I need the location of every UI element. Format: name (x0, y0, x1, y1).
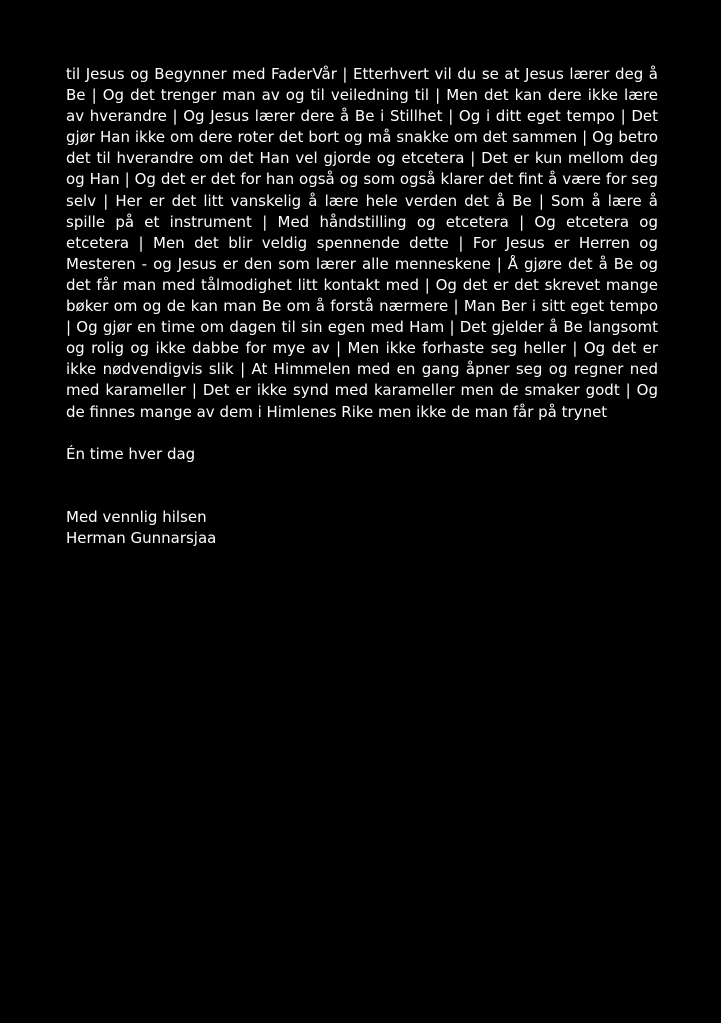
daily-line: Én time hver dag (66, 444, 196, 463)
letter-page (66, 64, 658, 549)
letter-body-paragraph: til Jesus og Begynner med FaderVår | Etterhvert vil du se at Jesus lærer deg å Be | Og det trenger man av og til veiledning til | Men det kan dere ikke lære av hverandre | Og Jesus lærer dere å Be i Stillhet | Og i ditt eget tempo | Det gjør Han ikke om dere roter det bort og må snakke om det sammen | Og betro det til hverandre om det Han vel gjorde og etcetera | Det er kun mellom deg og Han | Og det er det for han også og som også klarer det fint å være for seg selv | Her er det litt vanskelig å lære hele verden det å Be | Som å lære å spille på et instrument | Med håndstilling og etcetera | Og etcetera og etcetera | Men det blir veldig spennende dette | For Jesus er Herren og Mesteren - og Jesus er den som lærer alle menneskene | Å gjøre det å Be og det får man med tålmodighet litt kontakt med | Og det er det skrevet mange bøker om og de kan man Be om å forstå nærmere | Man Ber i sitt eget tempo | Og gjør en time om dagen til sin egen med Ham | Det gjelder å Be langsomt og rolig og ikke dabbe for mye av | Men ikke forhaste seg heller | Og det er ikke nødvendigvis slik | At Himmelen med en gang åpner seg og regner ned med karameller | Det er ikke synd med karameller men de smaker godt | Og de finnes mange av dem i Himlenes Rike men ikke de man får på trynet (66, 65, 658, 421)
signature-name: Herman Gunnarsjaa (66, 528, 217, 547)
closing-salutation: Med vennlig hilsen (66, 507, 207, 526)
